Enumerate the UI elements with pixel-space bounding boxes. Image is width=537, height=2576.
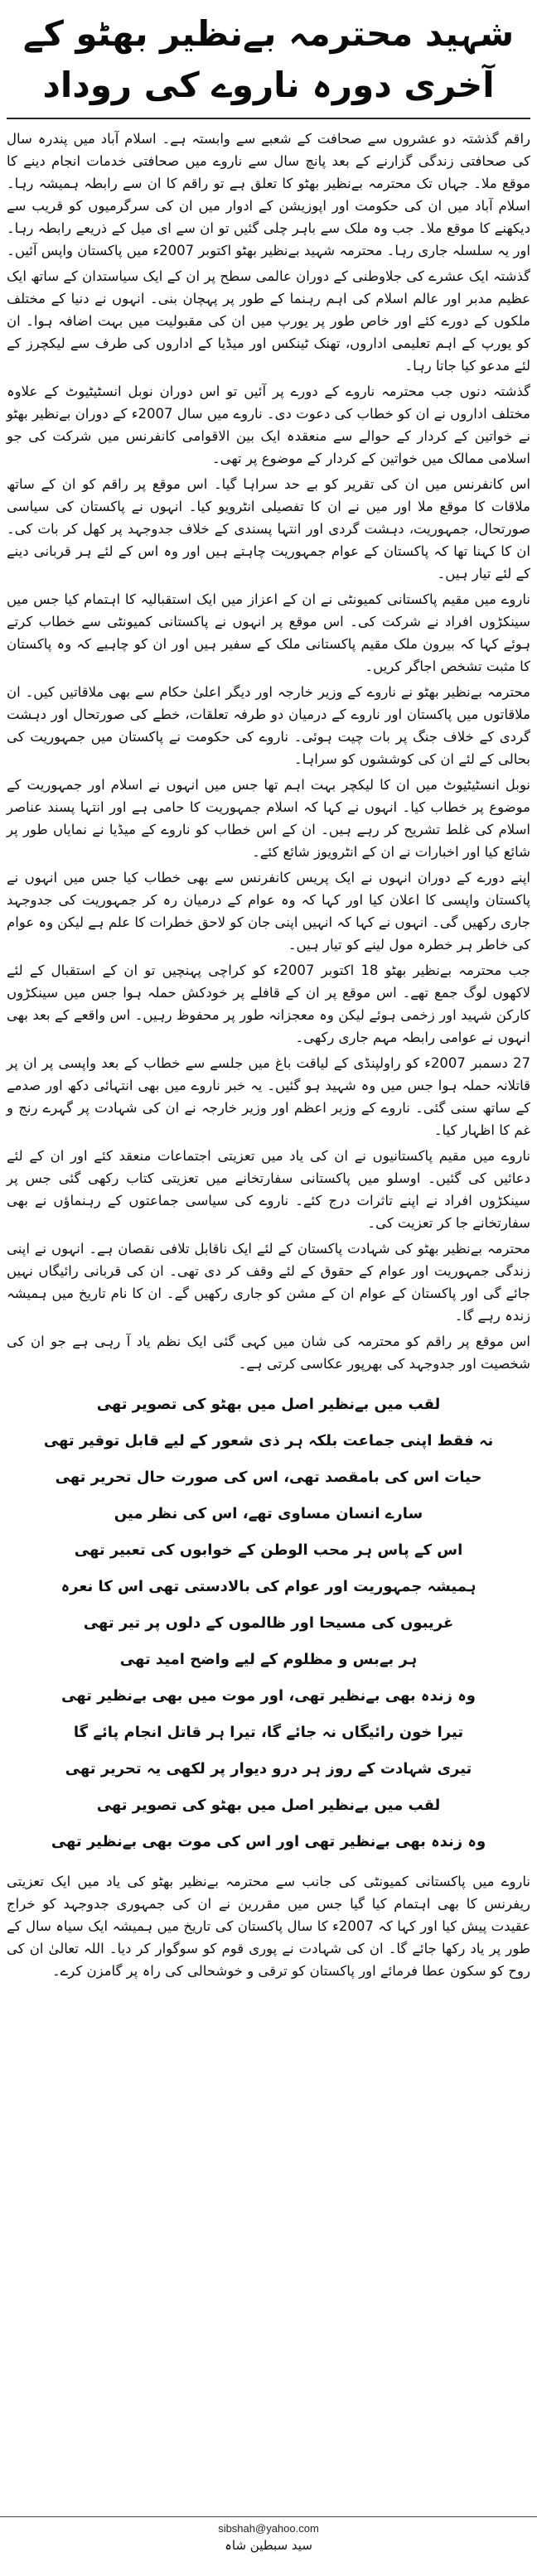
closing-paragraph: ناروے میں پاکستانی کمیونٹی کی جانب سے محترمہ بےنظیر بھٹو کی یاد میں ایک تعزیتی ریفرنس کا بھی اہتمام کیا گیا جس میں مقررین نے ان کی جمہوری جدوجہد کو خراج عقیدت پیش کیا اور کہا کہ 2007ء کا سال پاکستان کی تاریخ میں ہمیشہ ایک سیاہ سال کے طور پر یاد رکھا جائے گا۔ ان کی شہادت نے پوری قوم کو سوگوار کر دیا۔ اللہ تعالیٰ ان کی روح کو سکون عطا فرمائے اور پاکستان کو ترقی و خوشحالی کی راہ پر گامزن کرے۔: [7, 1874, 530, 1979]
article-paragraph: ناروے میں مقیم پاکستانیوں نے ان کی یاد میں تعزیتی اجتماعات منعقد کئے اور ان کے لئے دعائیں کی گئیں۔ اوسلو میں پاکستانی سفارتخانے میں تعزیتی کتاب رکھی گئی جس پر سینکڑوں افراد نے اپنے تاثرات درج کئے۔ ناروے کی سیاسی جماعتوں کے رہنماؤں نے بھی سفارتخانے جا کر تعزیت کی۔: [7, 1148, 530, 1231]
article-paragraph: اس موقع پر راقم کو محترمہ کی شان میں کہی گئی ایک نظم یاد آ رہی ہے جو ان کی شخصیت اور جدوجہد کی بھرپور عکاسی کرتی ہے۔: [7, 1334, 530, 1372]
poem-line: اس کے پاس ہر محب الوطن کے خوابوں کی تعبیر تھی: [74, 1541, 463, 1559]
poem-line: تیری شہادت کے روز ہر درو دیوار پر لکھی یہ تحریر تھی: [65, 1760, 472, 1778]
article-footer: [0, 2511, 537, 2553]
poem-line: ہمیشہ جمہوریت اور عوام کی بالادستی تھی اس کا نعرہ: [60, 1578, 477, 1595]
article-paragraph: ناروے میں مقیم پاکستانی کمیونٹی نے ان کے اعزاز میں ایک استقبالیہ کا اہتمام کیا جس میں سینکڑوں افراد نے شرکت کی۔ اس موقع پر انہوں نے پاکستانی کمیونٹی سے خطاب کرتے ہوئے کہا کہ بیرون ملک مقیم پاکستانی ملک کے سفیر ہیں اور ان کو چاہیے کہ وہ پاکستان کا مثبت تشخص اجاگر کریں۔: [7, 591, 530, 674]
author-name: سید سبطین شاہ: [225, 2538, 312, 2553]
poem-line: وہ زندہ بھی بےنظیر تھی اور اس کی موت بھی بےنظیر تھی: [51, 1833, 486, 1850]
article-paragraph: اپنے دورے کے دوران انہوں نے ایک پریس کانفرنس سے بھی خطاب کیا جس میں انہوں نے پاکستان واپسی کا اعلان کیا اور کہا کہ وہ عوام کے درمیان رہ کر جمہوریت کی جدوجہد جاری رکھیں گی۔ انہوں نے کہا کہ انہیں اپنی جان کو لاحق خطرات کا علم ہے لیکن وہ عوام کی خاطر ہر خطرہ مول لینے کو تیار ہیں۔: [7, 870, 530, 953]
poem-block: [30, 1387, 507, 1860]
article-paragraph: گذشتہ دنوں جب محترمہ ناروے کے دورے پر آئیں تو اس دوران نوبل انسٹیٹیوٹ کے علاوہ مختلف اداروں نے ان کو خطاب کی دعوت دی۔ ناروے میں سال 2007ء کے دوران بےنظیر بھٹو نے خواتین کے کردار کے حوالے سے منعقدہ ایک بین الاقوامی کانفرنس میں شرکت کی جو اسلامی ممالک میں خواتین کے کردار کے موضوع پر تھی۔: [7, 384, 530, 466]
article-paragraph: محترمہ بےنظیر بھٹو کی شہادت پاکستان کے لئے ایک ناقابل تلافی نقصان ہے۔ انہوں نے اپنی زندگی جمہوریت اور عوام کے حقوق کے لئے وقف کر دی تھی۔ ان کی قربانی رائیگاں نہیں جائے گی اور پاکستان کے عوام ان کے مشن کو جاری رکھیں گے۔ ان کا نام تاریخ میں ہمیشہ زندہ رہے گا۔: [7, 1241, 530, 1324]
article-paragraph: راقم گذشتہ دو عشروں سے صحافت کے شعبے سے وابستہ ہے۔ اسلام آباد میں پندرہ سال کی صحافتی زندگی گزارنے کے بعد پانچ سال سے ناروے میں صحافتی خدمات انجام دینے کا موقع ملا۔ جہاں تک محترمہ بےنظیر بھٹو کا تعلق ہے تو راقم کا ان سے رابطہ ہمیشہ رہا۔ اسلام آباد میں ان کی حکومت اور اپوزیشن کے ادوار میں ان کی سرگرمیوں کو قریب سے دیکھنے کا موقع ملا۔ جب وہ ملک سے باہر چلی گئیں تو ان سے ای میل کے ذریعے رابطہ رہا۔ اور یہ سلسلہ جاری رہا۔ محترمہ شہید بےنظیر بھٹو اکتوبر 2007ء میں پاکستان واپس آئیں۔: [7, 131, 530, 258]
article-paragraph: 27 دسمبر 2007ء کو راولپنڈی کے لیاقت باغ میں جلسے سے خطاب کے بعد واپسی پر ان پر قاتلانہ حملہ ہوا جس میں وہ شہید ہو گئیں۔ یہ خبر ناروے میں بھی انتہائی دکھ اور صدمے کے ساتھ سنی گئی۔ ناروے کے وزیر اعظم اور وزیر خارجہ نے ان کی شہادت پر گہرے رنج و غم کا اظہار کیا۔: [7, 1055, 530, 1138]
poem-line: حیات اس کی بامقصد تھی، اس کی صورت حال تحریر تھی: [55, 1469, 482, 1486]
poem-line: لقب میں بےنظیر اصل میں بھٹو کی تصویر تھی: [96, 1797, 441, 1814]
article-body: [7, 128, 530, 1375]
footer-divider: [0, 2516, 537, 2517]
poem-line: وہ زندہ بھی بےنظیر تھی، اور موت میں بھی بےنظیر تھی: [61, 1687, 476, 1705]
article-paragraph: اس کانفرنس میں ان کی تقریر کو بے حد سراہا گیا۔ اس موقع پر راقم کو ان کے ساتھ ملاقات کا موقع ملا اور میں نے ان کا تفصیلی انٹرویو کیا۔ انہوں نے پاکستان کی سیاسی صورتحال، جمہوریت، دہشت گردی اور انتہا پسندی کے خلاف جدوجہد پر کھل کر بات کی۔ ان کا کہنا تھا کہ پاکستان کے عوام جمہوریت چاہتے ہیں اور وہ اس کے لئے ہر قربانی دینے کے لئے تیار ہیں۔: [7, 476, 530, 581]
author-email[interactable]: sibshah@yahoo.com: [218, 2522, 319, 2535]
poem-line: غریبوں کی مسیحا اور ظالموں کے دلوں پر تیر تھی: [83, 1614, 454, 1632]
poem-line: سارے انسان مساوی تھے، اس کی نظر میں: [114, 1505, 423, 1522]
article-paragraph: محترمہ بےنظیر بھٹو نے ناروے کے وزیر خارجہ اور دیگر اعلیٰ حکام سے بھی ملاقاتیں کیں۔ ان ملاقاتوں میں پاکستان اور ناروے کے درمیان دو طرفہ تعلقات، خطے کی صورتحال اور دہشت گردی کے خلاف جنگ پر بات چیت ہوئی۔ ناروے کی حکومت نے پاکستان میں جمہوریت کی بحالی کے لئے ان کی کوششوں کو سراہا۔: [7, 684, 530, 767]
article-headline: شہید محترمہ بےنظیر بھٹو کے آخری دورہ ناروے کی روداد: [7, 5, 530, 119]
poem-line: ہر بےبس و مظلوم کے لیے واضح امید تھی: [119, 1651, 418, 1668]
poem-line: لقب میں بےنظیر اصل میں بھٹو کی تصویر تھی: [96, 1396, 441, 1413]
article-paragraph: گذشتہ ایک عشرے کی جلاوطنی کے دوران عالمی سطح پر ان کے ایک سیاستدان کے ساتھ ایک عظیم مدبر اور عالم اسلام کی اہم رہنما کے طور پر پہچان بنی۔ انہوں نے دنیا کے مختلف ملکوں کے دورے کئے اور خاص طور پر یورپ میں ان کی مقبولیت میں بہت اضافہ ہوا۔ ان کو یورپ کے اہم تعلیمی اداروں، تھنک ٹینکس اور میڈیا کے اداروں کی طرف سے لیکچرز کے لئے مدعو کیا جاتا رہا۔: [7, 268, 530, 374]
poem-line: نہ فقط اپنی جماعت بلکہ ہر ذی شعور کے لیے قابل توقیر تھی: [43, 1432, 494, 1450]
poem-line: تیرا خون رائیگاں نہ جائے گا، تیرا ہر قاتل انجام پائے گا: [73, 1724, 464, 1741]
article-paragraph: نوبل انسٹیٹیوٹ میں ان کا لیکچر بہت اہم تھا جس میں انہوں نے اسلام اور جمہوریت کے موضوع پر خطاب کیا۔ انہوں نے کہا کہ اسلام جمہوریت کا حامی ہے اور انتہا پسند عناصر اسلام کی غلط تشریح کر رہے ہیں۔ ان کے اس خطاب کو ناروے کے میڈیا نے نمایاں طور پر شائع کیا اور اخبارات نے ان کے انٹرویوز شائع کئے۔: [7, 777, 530, 860]
article-paragraph: جب محترمہ بےنظیر بھٹو 18 اکتوبر 2007ء کو کراچی پہنچیں تو ان کے استقبال کے لئے لاکھوں لوگ جمع تھے۔ اس موقع پر ان کے قافلے پر خودکش حملہ ہوا جس میں سینکڑوں کارکن شہید اور زخمی ہوئے لیکن وہ معجزانہ طور پر محفوظ رہیں۔ اس واقعے کے بعد بھی انہوں نے عوامی رابطہ مہم جاری رکھی۔: [7, 962, 530, 1045]
